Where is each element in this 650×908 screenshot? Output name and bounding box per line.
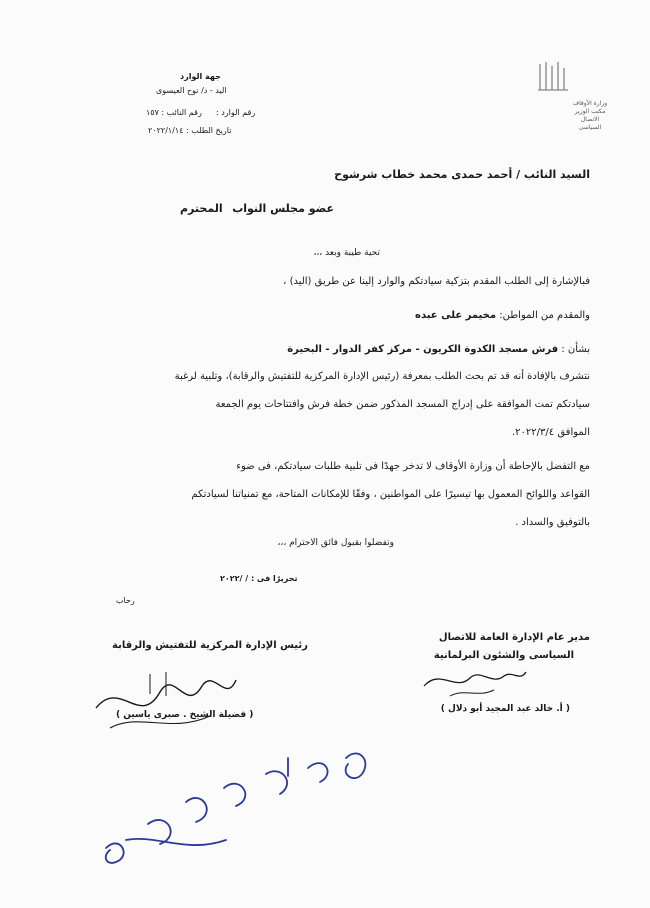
date-line: تحريرًا فى : / /٢٠٢٢ bbox=[220, 574, 298, 583]
addressee-name: السيد النائب / أحمد حمدى محمد خطاب شرشوح bbox=[334, 168, 590, 181]
source-label: جهة الوارد bbox=[180, 72, 221, 81]
paragraph-2-line-2: القواعد واللوائح المعمول بها تيسيرًا على المواطنين ، وفقًا للإمكانات المتاحة، مع تمنياتنا لسيادتكم bbox=[191, 489, 590, 500]
subject-text: فرش مسجد الكدوة الكريون - مركز كفر الدوار - البحيرة bbox=[287, 344, 559, 355]
addressee-member: عضو مجلس النواب bbox=[232, 202, 334, 215]
writer-initials: رحاب bbox=[116, 596, 135, 605]
paragraph-2-line-3: بالتوفيق والسداد . bbox=[515, 517, 590, 528]
paragraph-1-line-2: سيادتكم تمت الموافقة على إدراج المسجد المذكور ضمن خطة فرش وافتتاحات يوم الجمعة bbox=[215, 399, 590, 410]
incoming-number: رقم الوارد : bbox=[216, 108, 256, 117]
right-signatory-name: ( أ. خالد عبد المجيد أبو دلال ) bbox=[440, 704, 570, 714]
request-date: تاريخ الطلب : ٢٠٢٢/١/١٤ bbox=[148, 126, 232, 135]
greeting: تحية طيبة وبعد ،،، bbox=[313, 248, 380, 258]
citizen-line bbox=[415, 310, 590, 321]
right-signatory-title-2: السياسى والشئون البرلمانية bbox=[433, 650, 574, 661]
ministry-logo bbox=[530, 58, 580, 98]
reference-line: فبالإشارة إلى الطلب المقدم بتزكية سيادتكم والوارد إلينا عن طريق (اليد) ، bbox=[283, 276, 590, 287]
addressee-honorific: المحترم bbox=[180, 202, 223, 215]
paragraph-2-line-1: مع التفضل بالإحاطة أن وزارة الأوقاف لا تدخر جهدًا فى تلبية طلبات سيادتكم، فى ضوء bbox=[236, 461, 590, 472]
paragraph-1-line-1: نتشرف بالإفادة أنه قد تم بحث الطلب بمعرفة (رئيس الإدارة المركزية للتفتيش والرقابة)، وتلبية لرغبة bbox=[174, 371, 590, 382]
citizen-name: مخيمر على عبده bbox=[415, 310, 497, 321]
ministry-name: وزارة الأوقاف مكتب الوزير الاتصال السياسى bbox=[572, 100, 608, 131]
paragraph-1-line-3: الموافق ٢٠٢٢/٣/٤. bbox=[511, 427, 590, 438]
closing-line: وتفضلوا بقبول فائق الاحترام ،،، bbox=[277, 538, 394, 548]
subject-line bbox=[287, 344, 590, 355]
pen-annotation bbox=[96, 744, 386, 874]
subject-label: بشأن : bbox=[561, 344, 590, 355]
right-signatory-title-1: مدير عام الإدارة العامة للاتصال bbox=[438, 632, 590, 643]
right-signature bbox=[420, 662, 530, 702]
left-signatory-title: رئيس الإدارة المركزية للتفتيش والرقابة bbox=[112, 640, 308, 651]
left-signatory-name: ( فضيلة الشيخ . صبرى ياسين ) bbox=[116, 710, 254, 720]
citizen-label: والمقدم من المواطن: bbox=[499, 310, 590, 321]
hand-label: اليد - د/ نوح العيسوى bbox=[156, 86, 227, 95]
deputy-number: رقم النائب : ١٥٧ bbox=[146, 108, 202, 117]
left-signature bbox=[90, 668, 240, 738]
